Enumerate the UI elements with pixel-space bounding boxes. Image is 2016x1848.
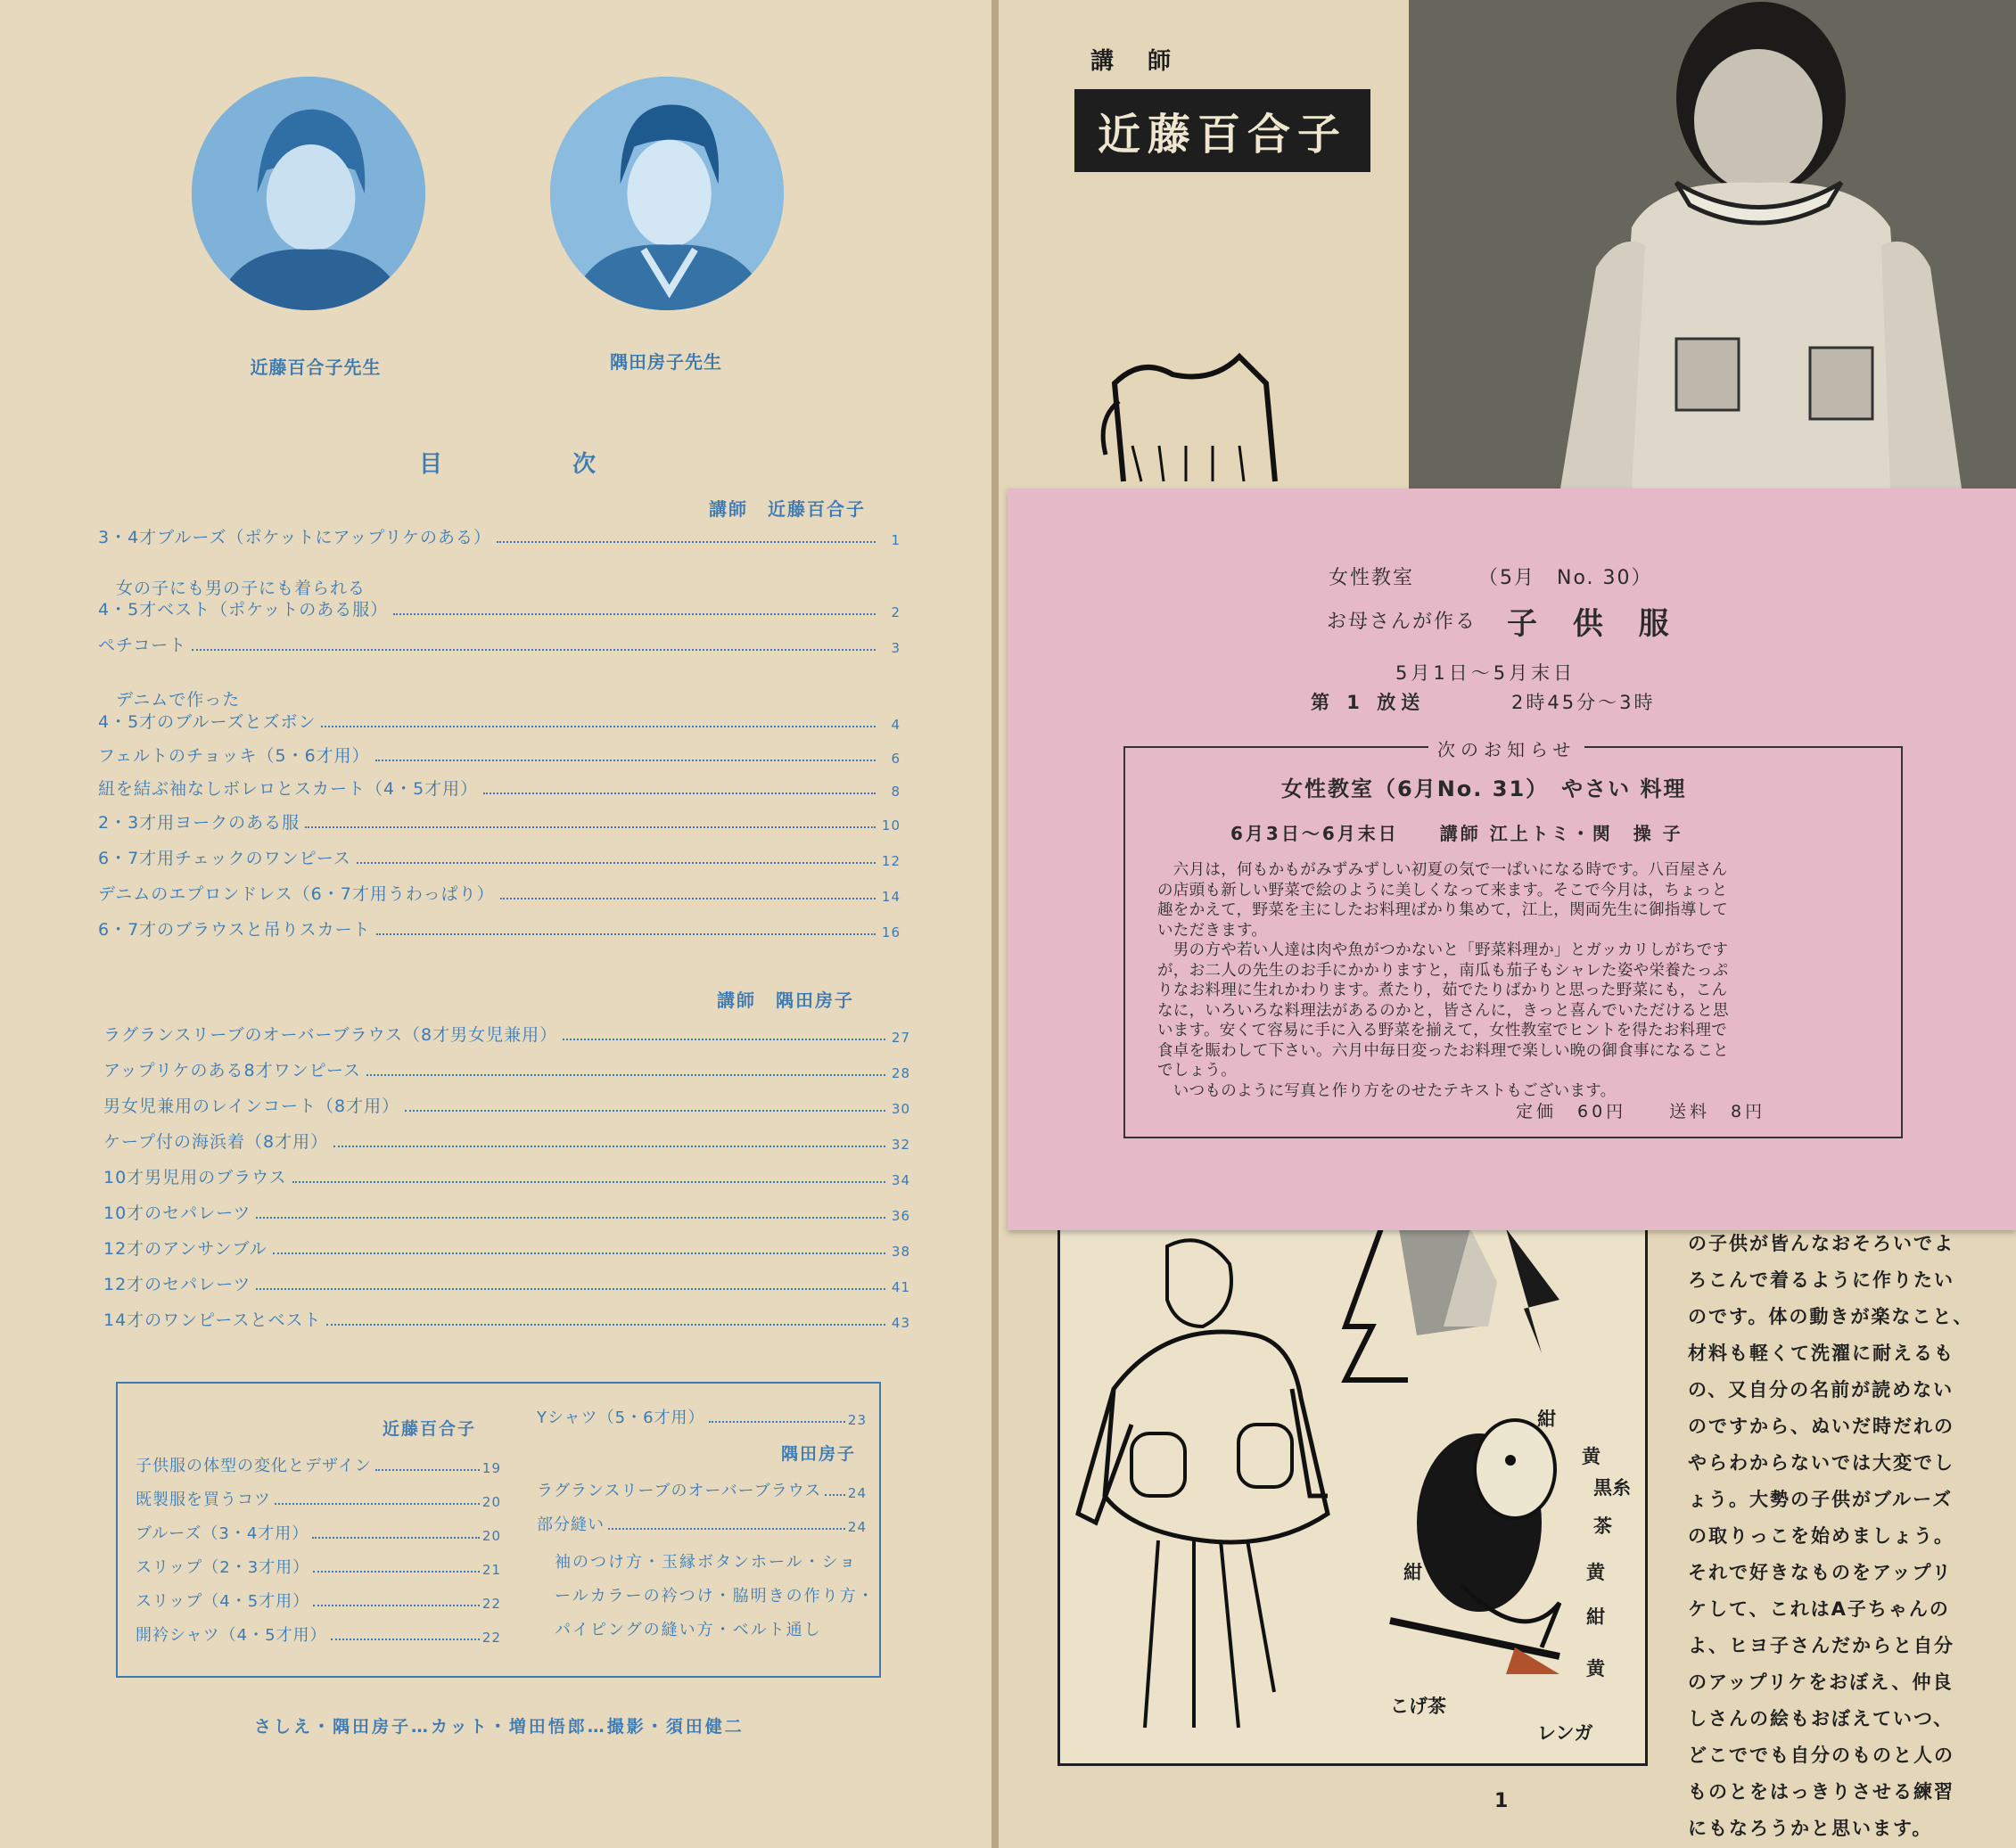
credits-line: さしえ・隅田房子…カット・増田悟郎…撮影・須田健二: [254, 1717, 745, 1737]
body-line: の子供が皆んなおそろいでよ: [1688, 1233, 1954, 1254]
toc-title: 目 次: [419, 451, 650, 478]
box-entry: [537, 1510, 867, 1535]
color-label: 紺: [1403, 1562, 1422, 1583]
postage-price: 送料 8円: [1669, 1102, 1766, 1121]
body-line: のアップリケをおぼえ、仲良: [1688, 1671, 1954, 1693]
toc-entry: [98, 706, 901, 733]
portrait-caption-sumida: 隅田房子先生: [610, 351, 722, 373]
box-entry-page: 24: [847, 1519, 867, 1535]
box-entry-page: 20: [481, 1494, 501, 1510]
insert-title: 子 供 服: [1507, 606, 1682, 642]
box-note-line: パイピングの縫い方・ベルト通し: [555, 1621, 822, 1639]
box-entry: [537, 1476, 867, 1501]
description-line: でしょう。: [1157, 1062, 1237, 1080]
box-entry: [136, 1451, 501, 1476]
dress-sketch-icon: [1088, 348, 1302, 490]
color-label: 紺: [1537, 1409, 1556, 1430]
box-entry: [136, 1519, 501, 1544]
next-issue-box: [1123, 739, 1903, 1138]
toc-entry-title: 4・5才ベスト（ポケットのある服）: [98, 600, 389, 620]
box-heading-sumida: 隅田房子: [781, 1444, 857, 1464]
description-line: います。安くて容易に手に入る野菜を揃えて，女性教室でヒントを得たお料理で: [1157, 1022, 1728, 1039]
body-line: のですから、ぬいだ時だれの: [1688, 1416, 1954, 1437]
box-entry-page: 24: [847, 1485, 867, 1501]
box-entry-page: 23: [847, 1412, 867, 1428]
toc-entry-page: 16: [881, 924, 901, 940]
toc-entry-title: ケープ付の海浜着（8才用）: [103, 1132, 329, 1152]
toc-entry-title: アップリケのある8才ワンピース: [103, 1061, 361, 1080]
toc-entry: [98, 629, 901, 656]
box-entry-title: 子供服の体型の変化とデザイン: [136, 1457, 372, 1475]
color-label: レンガ: [1537, 1722, 1593, 1744]
insert-slot-time: 2時45分～3時: [1511, 692, 1656, 713]
book-gutter: [992, 0, 999, 1848]
body-line: 材料も軽くて洗濯に耐えるも: [1688, 1343, 1954, 1364]
text-price: 定価 60円: [1516, 1102, 1627, 1121]
toc-entry-title: デニムのエプロンドレス（6・7才用うわっぱり）: [98, 884, 495, 904]
toc-entry-title: フェルトのチョッキ（5・6才用）: [98, 746, 370, 766]
toc-entry: [103, 1233, 910, 1260]
toc-entry: [103, 1055, 910, 1081]
box-heading-kondo: 近藤百合子: [383, 1419, 477, 1439]
description-line: 男の方や若い人達は肉や魚がつかないと「野菜料理か」とガッカリしがちです: [1157, 941, 1729, 959]
body-line: にもなろうかと思います。: [1688, 1818, 1933, 1839]
page-number: 1: [1494, 1790, 1509, 1812]
toc-entry-title: 6・7才のブラウスと吊りスカート: [98, 920, 371, 940]
toc-entry-page: 1: [891, 532, 901, 548]
box-entry-title: 開衿シャツ（4・5才用）: [136, 1626, 327, 1645]
portrait-kondo: [192, 77, 425, 310]
portrait-sumida: [550, 77, 784, 310]
description-line: いつものように写真と作り方をのせたテキストもございます。: [1157, 1081, 1617, 1100]
next-issue-heading: 次のお知らせ: [1428, 735, 1584, 761]
body-line: ょう。大勢の子供がブルーズ: [1688, 1489, 1954, 1510]
box-entry-title: ラグランスリーブのオーバーブラウス: [537, 1482, 822, 1500]
box-entry-page: 22: [481, 1630, 501, 1646]
insert-issue: （5月 No. 30）: [1478, 567, 1653, 589]
toc-subtitle: デニムで作った: [116, 690, 241, 710]
supplement-box: [116, 1382, 881, 1678]
box-entry-page: 22: [481, 1596, 501, 1612]
insert-series: 女性教室: [1329, 567, 1415, 589]
toc-entry-page: 41: [891, 1279, 910, 1295]
toc-entry-page: 8: [891, 784, 901, 800]
toc-entry-title: 3・4才ブルーズ（ポケットにアップリケのある）: [98, 528, 492, 547]
insert-subtitle: お母さんが作る: [1327, 611, 1477, 633]
toc-entry: [98, 807, 901, 834]
box-entry-title: Yシャツ（5・6才用）: [537, 1409, 705, 1427]
color-label: 黄: [1586, 1562, 1605, 1583]
next-issue-meta: 6月3日～6月末日 講師 江上トミ・関 操 子: [1230, 823, 1683, 844]
body-line: しさんの絵もおぼえていつ、: [1688, 1708, 1954, 1729]
color-label: 黄: [1582, 1446, 1600, 1467]
color-label: 茶: [1593, 1515, 1612, 1537]
toc-entry-title: 2・3才用ヨークのある服: [98, 813, 300, 833]
toc-entry-page: 12: [881, 853, 901, 869]
toc-entry-page: 14: [881, 889, 901, 905]
toc-entry: [103, 1090, 910, 1117]
toc-entry: [98, 842, 901, 869]
description-line: 趣をかえて，野菜を主にしたお料理ばかり集めて，江上，関両先生に御指導して: [1157, 901, 1729, 919]
body-line: の、又自分の名前が読めない: [1688, 1379, 1954, 1400]
box-entry-title: 既製服を買うコツ: [136, 1491, 271, 1509]
next-issue-title: 女性教室（6月No. 31） やさい 料理: [1281, 776, 1687, 801]
box-entry-page: 21: [481, 1562, 501, 1578]
toc-entry-title: 紐を結ぶ袖なしボレロとスカート（4・5才用）: [98, 779, 479, 799]
description-line: なに，いろいろな料理法があるのかと，皆さんに，きっと喜んでいただけると思: [1157, 1001, 1729, 1020]
toc-entry-page: 30: [891, 1101, 910, 1117]
lecturer-name-banner: 近藤百合子: [1074, 89, 1370, 172]
color-label: こげ茶: [1390, 1696, 1446, 1717]
toc-entry-title: 4・5才のブルーズとズボン: [98, 712, 317, 732]
box-entry: [136, 1553, 501, 1578]
toc-entry-title: ペチコート: [98, 636, 187, 655]
child-in-smock-photo-icon: [1409, 0, 2016, 489]
lecturer-heading-kondo: 講師 近藤百合子: [709, 498, 866, 520]
body-line: のです。体の動きが楽なこと、: [1688, 1306, 1974, 1327]
box-entry-title: スリップ（4・5才用）: [136, 1592, 310, 1611]
toc-entry-page: 32: [891, 1137, 910, 1153]
box-entry-page: 19: [481, 1460, 501, 1476]
toc-entry-title: ラグランスリーブのオーバーブラウス（8才男女児兼用）: [103, 1025, 558, 1045]
box-entry: [136, 1621, 501, 1646]
toc-entry-page: 3: [891, 640, 901, 656]
broadcast-notice-insert: [1008, 489, 2016, 1230]
toc-entry-title: 6・7才用チェックのワンピース: [98, 849, 351, 868]
toc-entry: [103, 1162, 910, 1188]
person-photo-icon: [192, 77, 425, 310]
body-line: ケして、これはA子ちゃんの: [1688, 1598, 1950, 1620]
body-line: どこででも自分のものと人の: [1688, 1745, 1954, 1766]
description-line: の店頭も新しい野菜で絵のように美しくなって来ます。そこで今月は，ちょっと: [1157, 881, 1728, 899]
toc-entry: [98, 878, 901, 905]
toc-entry-title: 12才のセパレーツ: [103, 1275, 251, 1294]
color-label: 紺: [1586, 1606, 1605, 1628]
description-line: りなお料理に生れかわります。煮たり，茹でたりばかりと思った野菜にも，こん: [1157, 981, 1728, 999]
box-entry: [537, 1403, 867, 1428]
toc-subtitle: 女の子にも男の子にも着られる: [116, 579, 366, 598]
box-entry-title: 部分縫い: [537, 1515, 605, 1534]
toc-entry-page: 4: [891, 717, 901, 733]
toc-entry-page: 38: [891, 1244, 910, 1260]
toc-entry-page: 6: [891, 751, 901, 767]
lecturer-label: 講 師: [1090, 48, 1177, 75]
body-line: やらわからないでは大変でし: [1688, 1452, 1954, 1474]
toc-entry-title: 12才のアンサンブル: [103, 1239, 267, 1259]
toc-entry: [98, 594, 901, 620]
toc-entry-title: 10才のセパレーツ: [103, 1203, 251, 1223]
box-note-line: ールカラーの衿つけ・脇明きの作り方・: [555, 1587, 876, 1606]
left-page: [0, 0, 992, 1848]
toc-entry-title: 14才のワンピースとベスト: [103, 1310, 322, 1330]
description-line: 六月は，何もかもがみずみずしい初夏の気で一ぱいになる時です。八百屋さん: [1157, 861, 1728, 879]
toc-entry: [103, 1304, 910, 1331]
toc-entry-page: 27: [891, 1030, 910, 1046]
toc-entry-page: 43: [891, 1315, 910, 1331]
box-entry-title: スリップ（2・3才用）: [136, 1558, 310, 1577]
toc-entry: [98, 773, 901, 800]
toc-entry-page: 28: [891, 1065, 910, 1081]
body-line: それで好きなものをアップリ: [1688, 1562, 1953, 1583]
toc-entry: [103, 1126, 910, 1153]
toc-entry-page: 10: [881, 817, 901, 834]
body-line: ものとをはっきりさせる練習: [1688, 1781, 1954, 1803]
applique-illustration: [1057, 1226, 1648, 1766]
description-line: が，お二人の先生のお手にかかりますと，南瓜も茄子もシャレた姿や栄養たっぷ: [1157, 961, 1729, 980]
box-entry-page: 20: [481, 1528, 501, 1544]
toc-entry-title: 男女児兼用のレインコート（8才用）: [103, 1096, 400, 1116]
box-entry: [136, 1485, 501, 1510]
insert-slot-label: 第 1 放送: [1311, 692, 1426, 713]
box-entry-title: ブルーズ（3・4才用）: [136, 1524, 309, 1543]
toc-entry: [98, 522, 901, 548]
toc-entry: [98, 740, 901, 767]
toc-entry: [103, 1269, 910, 1295]
portrait-caption-kondo: 近藤百合子先生: [250, 357, 382, 378]
toc-entry-title: 10才男児用のブラウス: [103, 1168, 287, 1187]
toc-entry-page: 34: [891, 1172, 910, 1188]
box-entry: [136, 1587, 501, 1612]
box-note-line: 袖のつけ方・玉縁ボタンホール・ショ: [555, 1553, 858, 1572]
color-label: 黒糸: [1593, 1477, 1631, 1499]
insert-dates: 5月1日～5月末日: [1395, 662, 1576, 684]
next-issue-description: [1157, 860, 1871, 1101]
body-line: よ、ヒヨ子さんだからと自分: [1688, 1635, 1954, 1656]
lecturer-heading-sumida: 講師 隅田房子: [717, 990, 854, 1011]
color-label: 黄: [1586, 1658, 1605, 1680]
description-line: 食卓を賑わして下さい。六月中毎日変ったお料理で楽しい晩の御食事になること: [1157, 1041, 1729, 1060]
body-text: [1688, 1226, 1991, 1847]
person-photo-icon: [550, 77, 784, 310]
body-line: ろこんで着るように作りたい: [1688, 1269, 1954, 1291]
toc-entry-page: 2: [891, 604, 901, 620]
toc-entry: [103, 1019, 910, 1046]
toc-entry: [103, 1197, 910, 1224]
child-photo: [1409, 0, 2016, 489]
body-line: の取りっこを始めましょう。: [1688, 1525, 1954, 1547]
description-line: いただきます。: [1157, 921, 1268, 940]
toc-entry: [98, 914, 901, 940]
toc-entry-page: 36: [891, 1208, 910, 1224]
child-and-applique-patterns-icon: [1060, 1228, 1645, 1763]
